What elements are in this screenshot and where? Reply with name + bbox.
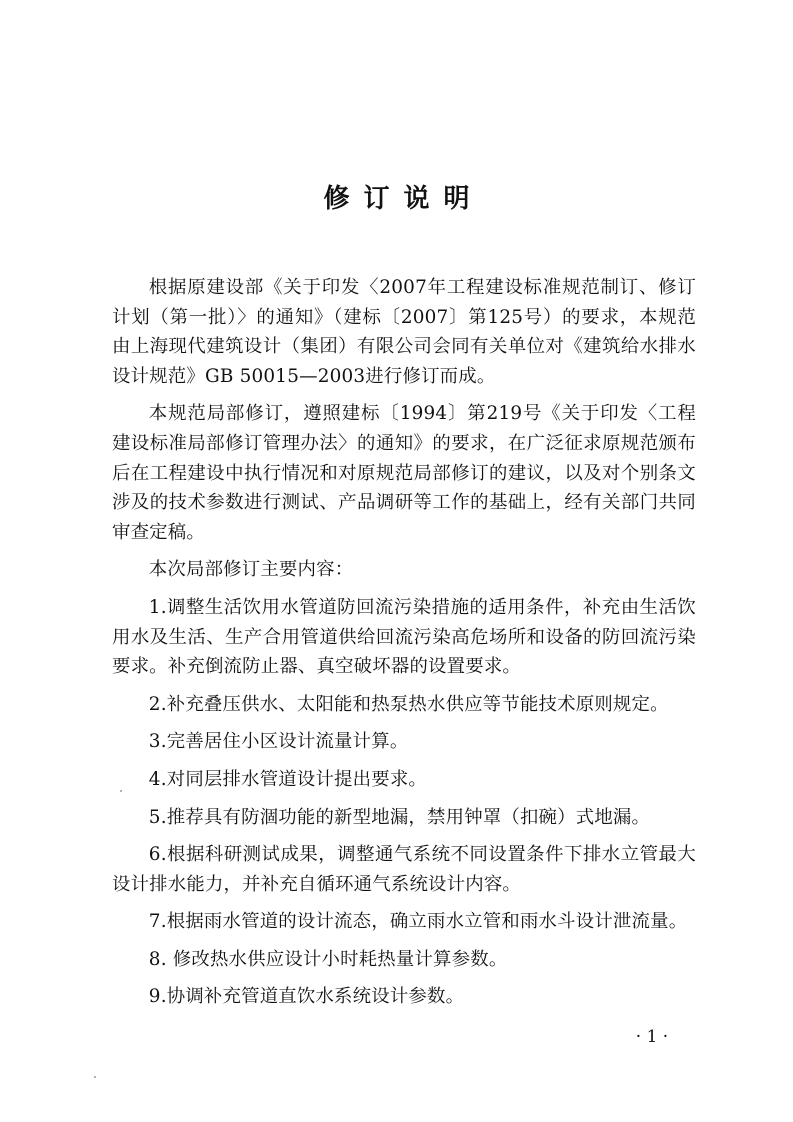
list-item-5: 5.推荐具有防涸功能的新型地漏，禁用钟罩（扣碗）式地漏。 <box>148 806 651 828</box>
scan-speck <box>94 1076 96 1078</box>
list-item-6: 6.根据科研测试成果，调整通气系统不同设置条件下排水立管最大设计排水能力，并补充自循环通气系统设计内容。 <box>112 844 696 895</box>
list-item-7: 7.根据雨水管道的设计流态，确立雨水立管和雨水斗设计泄流量。 <box>148 911 688 933</box>
page-title: 修订说明 <box>323 184 484 214</box>
list-item-1: 1.调整生活饮用水管道防回流污染措施的适用条件，补充由生活饮用水及生活、生产合用管道供给回流污染高危场所和设备的防回流污染要求。补充倒流防止器、真空破坏器的设置要求。 <box>112 596 696 678</box>
body-text <box>112 273 696 1020</box>
paragraph-2: 本规范局部修订，遵照建标〔1994〕第219号《关于印发〈工程建设标准局部修订管理办法〉的通知》的要求，在广泛征求原规范颁布后在工程建设中执行情况和对原规范局部修订的建议，以及对个别条文涉及的技术参数进行测试、产品调研等工作的基础上，经有关部门共同审查定稿。 <box>112 403 696 543</box>
page-number: · 1 · <box>635 1027 669 1047</box>
paragraph-contents-heading: 本次局部修订主要内容： <box>148 559 354 581</box>
list-item-3: 3.完善居住小区设计流量计算。 <box>148 731 409 753</box>
list-item-8: 8. 修改热水供应设计小时耗热量计算参数。 <box>148 948 508 970</box>
scan-speck <box>120 790 122 792</box>
list-item-2: 2.补充叠压供水、太阳能和热泵热水供应等节能技术原则规定。 <box>148 693 669 715</box>
list-item-4: 4.对同层排水管道设计提出要求。 <box>148 768 428 790</box>
paragraph-1: 根据原建设部《关于印发〈2007年工程建设标准规范制订、修订计划（第一批）〉的通知》（建标〔2007〕第125号）的要求，本规范由上海现代建筑设计（集团）有限公司会同有关单位对《建筑给水排水设计规范》GB 50015—2003进行修订而成。 <box>112 277 696 387</box>
list-item-9: 9.协调补充管道直饮水系统设计参数。 <box>148 986 465 1008</box>
